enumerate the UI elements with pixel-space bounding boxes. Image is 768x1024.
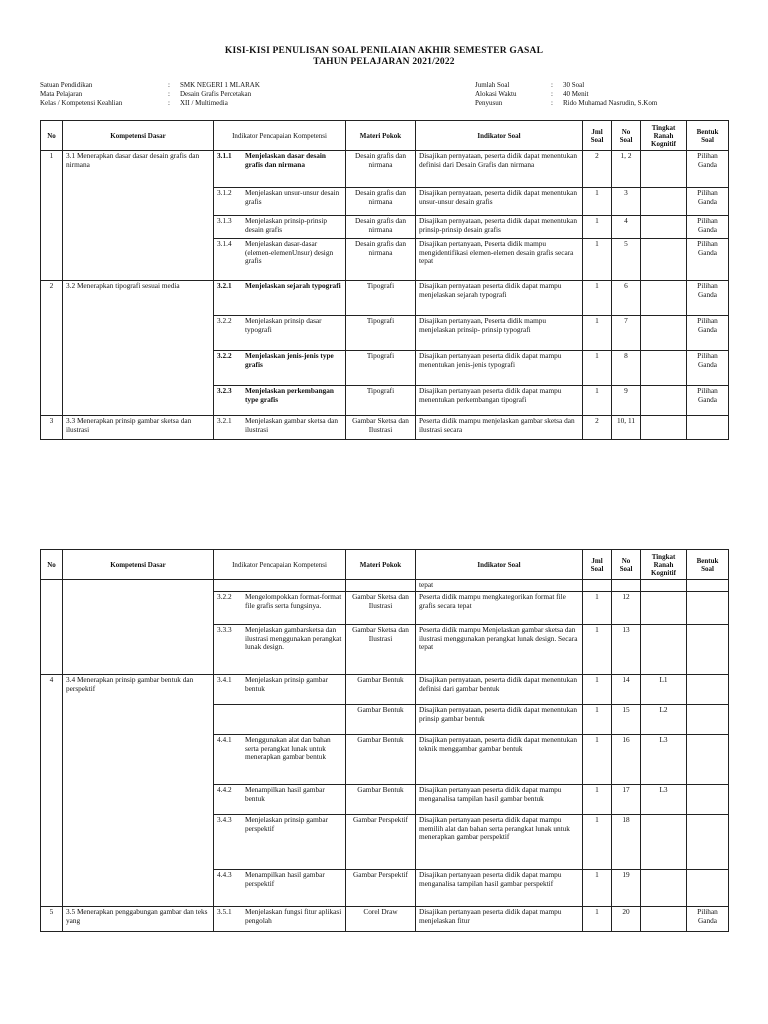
- indikator-text: Menjelaskan gambar sketsa dan ilustrasi: [245, 416, 339, 434]
- materi-pokok: Gambar Bentuk: [346, 675, 416, 705]
- nomor-soal: 18: [612, 815, 641, 870]
- materi-pokok: Tipografi: [346, 316, 416, 351]
- materi-pokok: Desain grafis dan nirmana: [346, 239, 416, 281]
- header-indikator-pencapaian: Indikator Pencapaian Kompetensi: [214, 550, 346, 580]
- indikator-text: Menjelaskan unsur-unsur desain grafis: [245, 188, 340, 206]
- row-number: 4: [41, 675, 63, 907]
- indikator-soal: Disajikan pernyataan peserta didik dapat mampu menjelaskan sejarah typografi: [416, 281, 583, 316]
- indikator-soal: Disajikan pertanyaan peserta didik dapat mampu menentukan perkembangan tipografi: [416, 386, 583, 416]
- indikator-pencapaian-content: [217, 352, 342, 369]
- table-row: [41, 907, 729, 932]
- indikator-text: Menggunakan alat dan bahan serta perangkat lunak untuk menerapkan gambar bentuk: [245, 735, 331, 762]
- indikator-code: 3.1.3: [217, 216, 232, 225]
- indikator-pencapaian: [214, 316, 346, 351]
- jumlah-soal: 1: [583, 815, 612, 870]
- materi-pokok: Gambar Bentuk: [346, 785, 416, 815]
- materi-pokok: Gambar Sketsa dan Ilustrasi: [346, 625, 416, 675]
- indikator-soal: Disajikan pernyataan, peserta didik dapat menentukan prinsip gambar bentuk: [416, 705, 583, 735]
- indikator-pencapaian-content: [217, 417, 342, 434]
- bentuk-soal: [687, 580, 729, 592]
- table-row: [41, 151, 729, 188]
- indikator-soal: Disajikan pertanyaan peserta didik dapat mampu memilih alat dan bahan serta perangkat lunak untuk menerapkan gambar perspektif: [416, 815, 583, 870]
- row-number: 3: [41, 416, 63, 440]
- indikator-soal: Disajikan pertanyaan peserta didik dapat mampu menjelaskan fitur: [416, 907, 583, 932]
- indikator-pencapaian: [214, 625, 346, 675]
- indikator-pencapaian: [214, 416, 346, 440]
- meta-value: SMK NEGERI 1 MLARAK: [180, 81, 260, 89]
- indikator-soal: Disajikan pertanyaan, Peserta didik mampu mengidentifikasi elemen-elemen desain grafis secara tepat: [416, 239, 583, 281]
- jumlah-soal: 2: [583, 151, 612, 188]
- indikator-pencapaian: [214, 592, 346, 625]
- indikator-code: 3.2.1: [217, 416, 232, 425]
- nomor-soal: 3: [612, 188, 641, 216]
- meta-label: Mata Pelajaran: [40, 90, 83, 98]
- indikator-pencapaian: [214, 188, 346, 216]
- indikator-pencapaian: [214, 386, 346, 416]
- meta-label: Kelas / Kompetensi Keahlian: [40, 99, 123, 107]
- indikator-soal: Disajikan pernyataan, peserta didik dapat menentukan definisi dari gambar bentuk: [416, 675, 583, 705]
- tingkat-ranah: [641, 151, 687, 188]
- indikator-pencapaian-content: [217, 908, 342, 925]
- meta-row: Penyusun : Rido Muhamad Nasrudin, S.Kom: [475, 99, 658, 107]
- tingkat-ranah: [641, 386, 687, 416]
- indikator-pencapaian: [214, 580, 346, 592]
- nomor-soal: 6: [612, 281, 641, 316]
- header-bentuk-soal: Bentuk Soal: [687, 550, 729, 580]
- indikator-code: 3.2.2: [217, 316, 232, 325]
- indikator-pencapaian-content: [217, 387, 342, 404]
- nomor-soal: 10, 11: [612, 416, 641, 440]
- indikator-pencapaian: [214, 239, 346, 281]
- row-number: 1: [41, 151, 63, 281]
- materi-pokok: Gambar Bentuk: [346, 705, 416, 735]
- indikator-pencapaian-content: [217, 217, 342, 234]
- indikator-text: Menampilkan hasil gambar bentuk: [245, 785, 325, 803]
- header-materi-pokok: Materi Pokok: [346, 550, 416, 580]
- jumlah-soal: 2: [583, 416, 612, 440]
- indikator-soal: Disajikan pernyataan, peserta didik dapat menentukan definisi dari Desain Grafis dan nirmana: [416, 151, 583, 188]
- materi-pokok: [346, 580, 416, 592]
- tingkat-ranah: [641, 625, 687, 675]
- indikator-soal: Disajikan pertanyaan peserta didik dapat mampu menganalisa tampilan hasil gambar bentuk: [416, 785, 583, 815]
- indikator-code: 3.5.1: [217, 907, 232, 916]
- jumlah-soal: 1: [583, 592, 612, 625]
- bentuk-soal: Pilihan Ganda: [687, 188, 729, 216]
- kisi-kisi-table-2: [40, 549, 729, 932]
- jumlah-soal: 1: [583, 735, 612, 785]
- indikator-text: Menjelaskan dasar desain grafis dan nirmana: [245, 151, 326, 169]
- materi-pokok: Desain grafis dan nirmana: [346, 216, 416, 239]
- kompetensi-dasar: 3.1 Menerapkan dasar dasar desain grafis dan nirmana: [63, 151, 214, 281]
- meta-value: Rido Muhamad Nasrudin, S.Kom: [563, 99, 658, 107]
- indikator-pencapaian-content: [217, 736, 342, 762]
- nomor-soal: 5: [612, 239, 641, 281]
- tingkat-ranah: [641, 188, 687, 216]
- kompetensi-dasar: 3.2 Menerapkan tipografi sesuai media: [63, 281, 214, 416]
- indikator-pencapaian-content: [217, 282, 342, 291]
- header-materi-pokok: Materi Pokok: [346, 121, 416, 151]
- indikator-pencapaian: [214, 351, 346, 386]
- row-number: [41, 580, 63, 675]
- indikator-pencapaian-content: [217, 317, 342, 334]
- jumlah-soal: 1: [583, 386, 612, 416]
- tingkat-ranah: [641, 907, 687, 932]
- meta-row: Jumlah Soal : 30 Soal: [475, 81, 585, 89]
- kompetensi-dasar: [63, 580, 214, 675]
- header-indikator-soal: Indikator Soal: [416, 550, 583, 580]
- bentuk-soal: [687, 870, 729, 907]
- indikator-soal: Disajikan pertanyaan peserta didik dapat mampu menentukan jenis-jenis typografi: [416, 351, 583, 386]
- materi-pokok: Tipografi: [346, 386, 416, 416]
- tingkat-ranah: L3: [641, 735, 687, 785]
- jumlah-soal: 1: [583, 216, 612, 239]
- jumlah-soal: 1: [583, 316, 612, 351]
- nomor-soal: 17: [612, 785, 641, 815]
- jumlah-soal: 1: [583, 705, 612, 735]
- nomor-soal: 14: [612, 675, 641, 705]
- indikator-text: Menjelaskan sejarah typografi: [245, 281, 341, 290]
- header-tingkat-ranah: Tingkat Ranah Kognitif: [641, 550, 687, 580]
- jumlah-soal: 1: [583, 907, 612, 932]
- nomor-soal: 12: [612, 592, 641, 625]
- meta-label: Satuan Pendidikan: [40, 81, 93, 89]
- meta-right: [475, 81, 657, 108]
- bentuk-soal: Pilihan Ganda: [687, 907, 729, 932]
- indikator-text: Menjelaskan jenis-jenis type grafis: [245, 351, 334, 369]
- indikator-code: 3.2.2: [217, 351, 232, 360]
- tingkat-ranah: [641, 351, 687, 386]
- indikator-code: 3.2.3: [217, 386, 232, 395]
- indikator-pencapaian: [214, 815, 346, 870]
- jumlah-soal: 1: [583, 351, 612, 386]
- header-jml-soal: Jml Soal: [583, 550, 612, 580]
- bentuk-soal: [687, 735, 729, 785]
- indikator-code: 4.4.1: [217, 735, 232, 744]
- bentuk-soal: Pilihan Ganda: [687, 151, 729, 188]
- indikator-code: 3.1.2: [217, 188, 232, 197]
- indikator-text: Menjelaskan gambarsketsa dan ilustrasi menggunakan perangkat lunak design.: [245, 625, 342, 652]
- bentuk-soal: [687, 785, 729, 815]
- tingkat-ranah: L1: [641, 675, 687, 705]
- tingkat-ranah: [641, 592, 687, 625]
- header-tingkat-ranah: Tingkat Ranah Kognitif: [641, 121, 687, 151]
- materi-pokok: Tipografi: [346, 351, 416, 386]
- nomor-soal: 13: [612, 625, 641, 675]
- bentuk-soal: [687, 675, 729, 705]
- indikator-pencapaian-content: [217, 189, 342, 206]
- indikator-pencapaian-content: [217, 593, 342, 610]
- indikator-soal: Peserta didik mampu mengkategorikan format file grafis secara tepat: [416, 592, 583, 625]
- materi-pokok: Desain grafis dan nirmana: [346, 151, 416, 188]
- indikator-code: 3.2.2: [217, 592, 232, 601]
- indikator-code: 3.3.3: [217, 625, 232, 634]
- row-number: 5: [41, 907, 63, 932]
- meta-value: 40 Menit: [563, 90, 589, 98]
- materi-pokok: Desain grafis dan nirmana: [346, 188, 416, 216]
- indikator-code: 3.2.1: [217, 281, 232, 290]
- meta-label: Alokasi Waktu: [475, 90, 517, 98]
- nomor-soal: 9: [612, 386, 641, 416]
- indikator-pencapaian: [214, 735, 346, 785]
- indikator-text: Menjelaskan dasar-dasar (elemen-elemenUnsur) design grafis: [245, 239, 334, 266]
- indikator-code: 4.4.2: [217, 785, 232, 794]
- indikator-pencapaian-content: [217, 240, 342, 266]
- header-jml-soal: Jml Soal: [583, 121, 612, 151]
- row-number: 2: [41, 281, 63, 416]
- tingkat-ranah: [641, 281, 687, 316]
- tingkat-ranah: L3: [641, 785, 687, 815]
- indikator-pencapaian: [214, 281, 346, 316]
- header-no-soal: No Soal: [612, 550, 641, 580]
- indikator-text: Menjelaskan fungsi fitur aplikasi pengolah: [245, 907, 342, 925]
- kisi-kisi-table-1: [40, 120, 729, 440]
- indikator-text: Menjelaskan prinsip dasar typografi: [245, 316, 322, 334]
- bentuk-soal: [687, 705, 729, 735]
- indikator-soal: tepat: [416, 580, 583, 592]
- header-no: No: [41, 550, 63, 580]
- nomor-soal: [612, 580, 641, 592]
- meta-label: Jumlah Soal: [475, 81, 510, 89]
- indikator-pencapaian-content: [217, 676, 342, 693]
- materi-pokok: Gambar Bentuk: [346, 735, 416, 785]
- tingkat-ranah: [641, 580, 687, 592]
- bentuk-soal: [687, 815, 729, 870]
- nomor-soal: 15: [612, 705, 641, 735]
- meta-label: Penyusun: [475, 99, 503, 107]
- materi-pokok: Corel Draw: [346, 907, 416, 932]
- nomor-soal: 7: [612, 316, 641, 351]
- bentuk-soal: [687, 416, 729, 440]
- indikator-pencapaian: [214, 907, 346, 932]
- materi-pokok: Gambar Perspektif: [346, 815, 416, 870]
- tingkat-ranah: [641, 216, 687, 239]
- document-subtitle: TAHUN PELAJARAN 2021/2022: [313, 57, 455, 67]
- tingkat-ranah: [641, 316, 687, 351]
- jumlah-soal: 1: [583, 239, 612, 281]
- indikator-soal: Disajikan pernyataan, peserta didik dapat menentukan prinsip-prinsip desain grafis: [416, 216, 583, 239]
- indikator-soal: Disajikan pertanyaan peserta didik dapat mampu menganalisa tampilan hasil gambar perspektif: [416, 870, 583, 907]
- nomor-soal: 20: [612, 907, 641, 932]
- meta-left: [40, 81, 260, 108]
- nomor-soal: 8: [612, 351, 641, 386]
- indikator-code: 3.1.4: [217, 239, 232, 248]
- tingkat-ranah: [641, 870, 687, 907]
- table-row: [41, 281, 729, 316]
- meta-row: Mata Pelajaran : Desain Grafis Percetakan: [40, 90, 252, 98]
- meta-value: 30 Soal: [563, 81, 585, 89]
- nomor-soal: 16: [612, 735, 641, 785]
- bentuk-soal: Pilihan Ganda: [687, 281, 729, 316]
- header-kompetensi-dasar: Kompetensi Dasar: [63, 550, 214, 580]
- meta-row: Kelas / Kompetensi Keahlian : XII / Multimedia: [40, 99, 228, 107]
- header-no: No: [41, 121, 63, 151]
- table-row: [41, 580, 729, 592]
- header-bentuk-soal: Bentuk Soal: [687, 121, 729, 151]
- indikator-pencapaian-content: [217, 152, 342, 169]
- indikator-text: Menampilkan hasil gambar perspektif: [245, 870, 325, 888]
- jumlah-soal: 1: [583, 625, 612, 675]
- tingkat-ranah: [641, 239, 687, 281]
- indikator-soal: Disajikan pernyataan, peserta didik dapat menentukan teknik menggambar gambar bentuk: [416, 735, 583, 785]
- materi-pokok: Tipografi: [346, 281, 416, 316]
- bentuk-soal: Pilihan Ganda: [687, 316, 729, 351]
- tingkat-ranah: [641, 416, 687, 440]
- kompetensi-dasar: 3.3 Menerapkan prinsip gambar sketsa dan ilustrasi: [63, 416, 214, 440]
- indikator-soal: Peserta didik mampu menjelaskan gambar sketsa dan ilustrasi secara: [416, 416, 583, 440]
- meta-value: XII / Multimedia: [180, 99, 228, 107]
- jumlah-soal: 1: [583, 675, 612, 705]
- bentuk-soal: Pilihan Ganda: [687, 386, 729, 416]
- nomor-soal: 19: [612, 870, 641, 907]
- indikator-pencapaian-content: [217, 871, 342, 888]
- jumlah-soal: 1: [583, 281, 612, 316]
- nomor-soal: 4: [612, 216, 641, 239]
- table-header-row: [41, 121, 729, 151]
- table-row: [41, 675, 729, 705]
- indikator-pencapaian: [214, 675, 346, 705]
- indikator-text: Menjelaskan prinsip gambar perspektif: [245, 815, 329, 833]
- meta-row: Satuan Pendidikan : SMK NEGERI 1 MLARAK: [40, 81, 260, 89]
- indikator-pencapaian: [214, 870, 346, 907]
- tingkat-ranah: L2: [641, 705, 687, 735]
- indikator-pencapaian-content: [217, 816, 342, 833]
- indikator-pencapaian-content: [217, 626, 342, 652]
- bentuk-soal: Pilihan Ganda: [687, 216, 729, 239]
- jumlah-soal: 1: [583, 188, 612, 216]
- indikator-soal: Disajikan pernyataan, peserta didik dapat menentukan unsur-unsur desain grafis: [416, 188, 583, 216]
- bentuk-soal: Pilihan Ganda: [687, 351, 729, 386]
- kompetensi-dasar: 3.5 Menerapkan penggabungan gambar dan teks yang: [63, 907, 214, 932]
- document-title: KISI-KISI PENULISAN SOAL PENILAIAN AKHIR SEMESTER GASAL: [224, 46, 544, 56]
- header-kompetensi-dasar: Kompetensi Dasar: [63, 121, 214, 151]
- indikator-text: Menjelaskan prinsip gambar bentuk: [245, 675, 329, 693]
- indikator-soal: Peserta didik mampu Menjelaskan gambar sketsa dan ilustrasi menggunakan perangkat lunak design. Secara tepat: [416, 625, 583, 675]
- meta-row: Alokasi Waktu : 40 Menit: [475, 90, 589, 98]
- indikator-text: Mengelompokkan format-format file grafis serta fungsinya.: [245, 592, 342, 610]
- header-no-soal: No Soal: [612, 121, 641, 151]
- materi-pokok: Gambar Sketsa dan Ilustrasi: [346, 416, 416, 440]
- indikator-text: Menjelaskan prinsip-prinsip desain grafis: [245, 216, 328, 234]
- indikator-pencapaian: [214, 705, 346, 735]
- jumlah-soal: 1: [583, 870, 612, 907]
- header-indikator-soal: Indikator Soal: [416, 121, 583, 151]
- indikator-pencapaian: [214, 151, 346, 188]
- jumlah-soal: 1: [583, 785, 612, 815]
- tingkat-ranah: [641, 815, 687, 870]
- indikator-pencapaian: [214, 216, 346, 239]
- materi-pokok: Gambar Perspektif: [346, 870, 416, 907]
- indikator-pencapaian: [214, 785, 346, 815]
- bentuk-soal: Pilihan Ganda: [687, 239, 729, 281]
- indikator-soal: Disajikan pertanyaan, Peserta didik mampu menjelaskan prinsip- prinsip typografi: [416, 316, 583, 351]
- indikator-code: 3.4.3: [217, 815, 232, 824]
- table-header-row: [41, 550, 729, 580]
- table-row: [41, 416, 729, 440]
- indikator-text: Menjelaskan perkembangan type grafis: [245, 386, 334, 404]
- header-indikator-pencapaian: Indikator Pencapaian Kompetensi: [214, 121, 346, 151]
- kompetensi-dasar: 3.4 Menerapkan prinsip gambar bentuk dan perspektif: [63, 675, 214, 907]
- indikator-code: 3.1.1: [217, 151, 232, 160]
- bentuk-soal: [687, 592, 729, 625]
- bentuk-soal: [687, 625, 729, 675]
- indikator-code: 3.4.1: [217, 675, 232, 684]
- jumlah-soal: [583, 580, 612, 592]
- materi-pokok: Gambar Sketsa dan Ilustrasi: [346, 592, 416, 625]
- nomor-soal: 1, 2: [612, 151, 641, 188]
- indikator-pencapaian-content: [217, 786, 342, 803]
- indikator-code: 4.4.3: [217, 870, 232, 879]
- meta-value: Desain Grafis Percetakan: [180, 90, 252, 98]
